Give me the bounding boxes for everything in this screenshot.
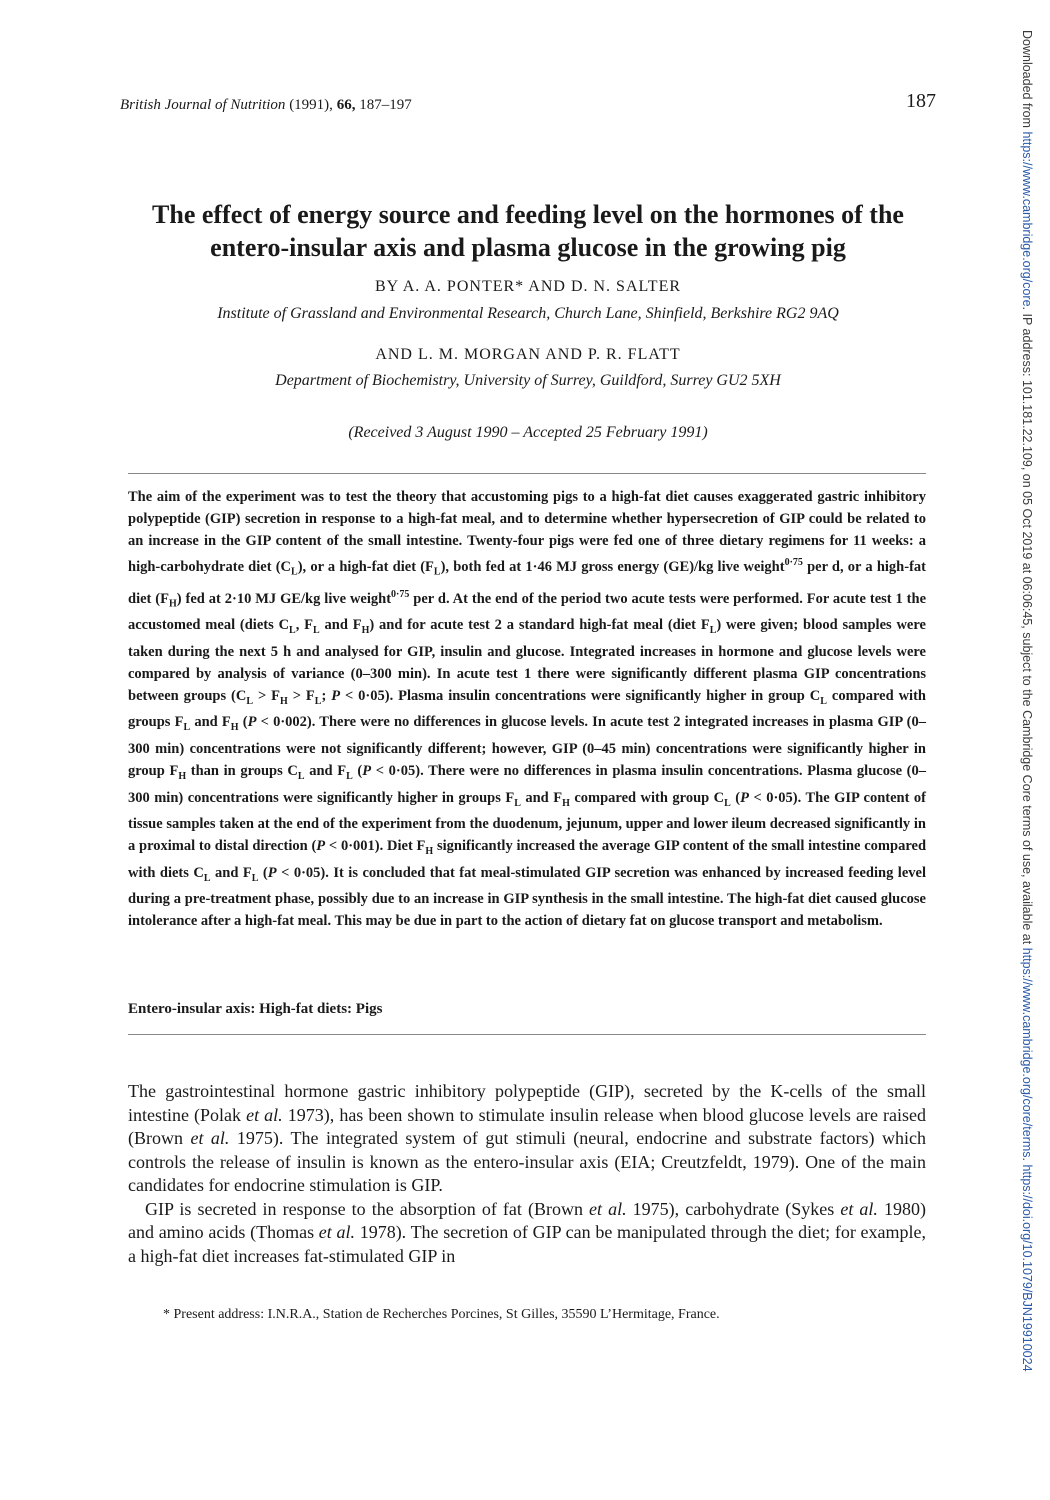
journal-pages: 187–197: [359, 97, 412, 113]
received-dates: (Received 3 August 1990 – Accepted 25 February 1991): [348, 424, 708, 441]
journal-year: (1991),: [289, 97, 333, 113]
body-paragraph: The gastrointestinal hormone gastric inhibitory polypeptide (GIP), secreted by the K-cells of the small intestine (Polak et al. 1973), has been shown to stimulate insulin release when blood glucose levels are raised (Brown et al. 1975). The integrated system of gut stimuli (neural, endocrine and substrate factors) which controls the release of insulin is known as the entero-insular axis (EIA; Creutzfeldt, 1979). One of the main candidates for endocrine stimulation is GIP.: [128, 1081, 927, 1195]
authors-first: BY A. A. PONTER* AND D. N. SALTER: [374, 278, 682, 295]
keywords: Entero-insular axis: High-fat diets: Pigs: [128, 1001, 383, 1017]
article-title: The effect of energy source and feeding level on the hormones of the entero-insular axis and plasma glucose in the growing pig: [152, 200, 904, 262]
page-number: 187: [906, 90, 936, 112]
download-notice: Downloaded from https://www.cambridge.org/core. IP address: 101.181.22.109, on 05 Oct 2019 at 06:06:45, subject to the Cambridge Core terms of use, available at https://www.cambridge.org/core/terms. https://doi.org/10.1079/BJN19910024: [1020, 30, 1034, 1372]
authors-second: AND L. M. MORGAN AND P. R. FLATT: [375, 346, 681, 363]
abstract-bottom-rule: [128, 1034, 926, 1035]
abstract: The aim of the experiment was to test the theory that accustoming pigs to a high-fat diet causes exaggerated gastric inhibitory polypeptide (GIP) secretion in response to a high-fat meal, and to determine whether hypersecretion of GIP could be related to an increase in the GIP content of the small intestine. Twenty-four pigs were fed one of three dietary regimens for 11 weeks: a high-carbohydrate diet $(C_L)$, or a high-fat diet $(F_L)$, both fed at 1·46 MJ gross energy (GE)/kg live weight$^{0\cdot 75}$ per d, or a high-fat diet $(F_H)$ fed at 2·10 MJ GE/kg live weight$^{0\cdot 75}$ per d. At the end of the period two acute tests were performed. For acute test 1 the accustomed meal (diets $C_L$, $F_L$ and $F_H$) and for acute test 2 a standard high-fat meal (diet $F_L$) were given; blood samples were taken during the next 5 h and analysed for GIP, insulin and glucose. Integrated increases in hormone and glucose levels were compared by analysis of variance (0–300 min). In acute test 1 there were significantly different plasma GIP concentrations between groups ($C_L > F_H > F_L$; P < 0·05). Plasma insulin concentrations were significantly higher in group $C_L$ compared with groups $F_L$ and $F_H$ (P < 0·002). There were no differences in glucose levels. In acute test 2 integrated increases in plasma GIP (0–300 min) concentrations were not significantly different; however, GIP (0–45 min) concentrations were significantly higher in group $F_H$ than in groups $C_L$ and $F_L$ (P < 0·05). There were no differences in plasma insulin concentrations. Plasma glucose (0–300 min) concentrations were significantly higher in groups $F_L$ and $F_H$ compared with group $C_L$ (P < 0·05). The GIP content of tissue samples taken at the end of the experiment from the duodenum, jejunum, upper and lower ileum decreased significantly in a proximal to distal direction (P < 0·001). Diet $F_H$ significantly increased the average GIP content of the small intestine compared with diets $C_L$ and $F_L$ (P < 0·05). It is concluded that fat meal-stimulated GIP secretion was enhanced by increased feeding level during a pre-treatment phase, possibly due to an increase in GIP synthesis in the small intestine. The high-fat diet caused glucose intolerance after a high-fat meal. This may be due in part to the action of dietary fat on glucose transport and metabolism.: [128, 489, 927, 930]
footnote: * Present address: I.N.R.A., Station de Recherches Porcines, St Gilles, 35590 L’Hermitage, France.: [163, 1307, 720, 1322]
body-paragraph: GIP is secreted in response to the absorption of fat (Brown et al. 1975), carbohydrate (Sykes et al. 1980) and amino acids (Thomas et al. 1978). The secretion of GIP can be manipulated through the diet; for example, a high-fat diet increases fat-stimulated GIP in: [128, 1198, 926, 1266]
journal-name: British Journal of Nutrition: [120, 97, 286, 113]
affiliation-second: Department of Biochemistry, University of Surrey, Guildford, Surrey GU2 5XH: [275, 372, 781, 389]
doi-link[interactable]: https://doi.org/10.1079/BJN19910024: [1020, 1164, 1034, 1372]
affiliation-first: Institute of Grassland and Environmental Research, Church Lane, Shinfield, Berkshire RG2 9AQ: [217, 305, 839, 322]
body-text: [128, 1080, 926, 1268]
running-head: [120, 90, 936, 114]
core-link[interactable]: https://www.cambridge.org/core: [1020, 131, 1034, 307]
abstract-top-rule: [128, 473, 926, 474]
terms-link[interactable]: https://www.cambridge.org/core/terms: [1020, 947, 1034, 1158]
journal-volume: 66,: [336, 97, 356, 113]
